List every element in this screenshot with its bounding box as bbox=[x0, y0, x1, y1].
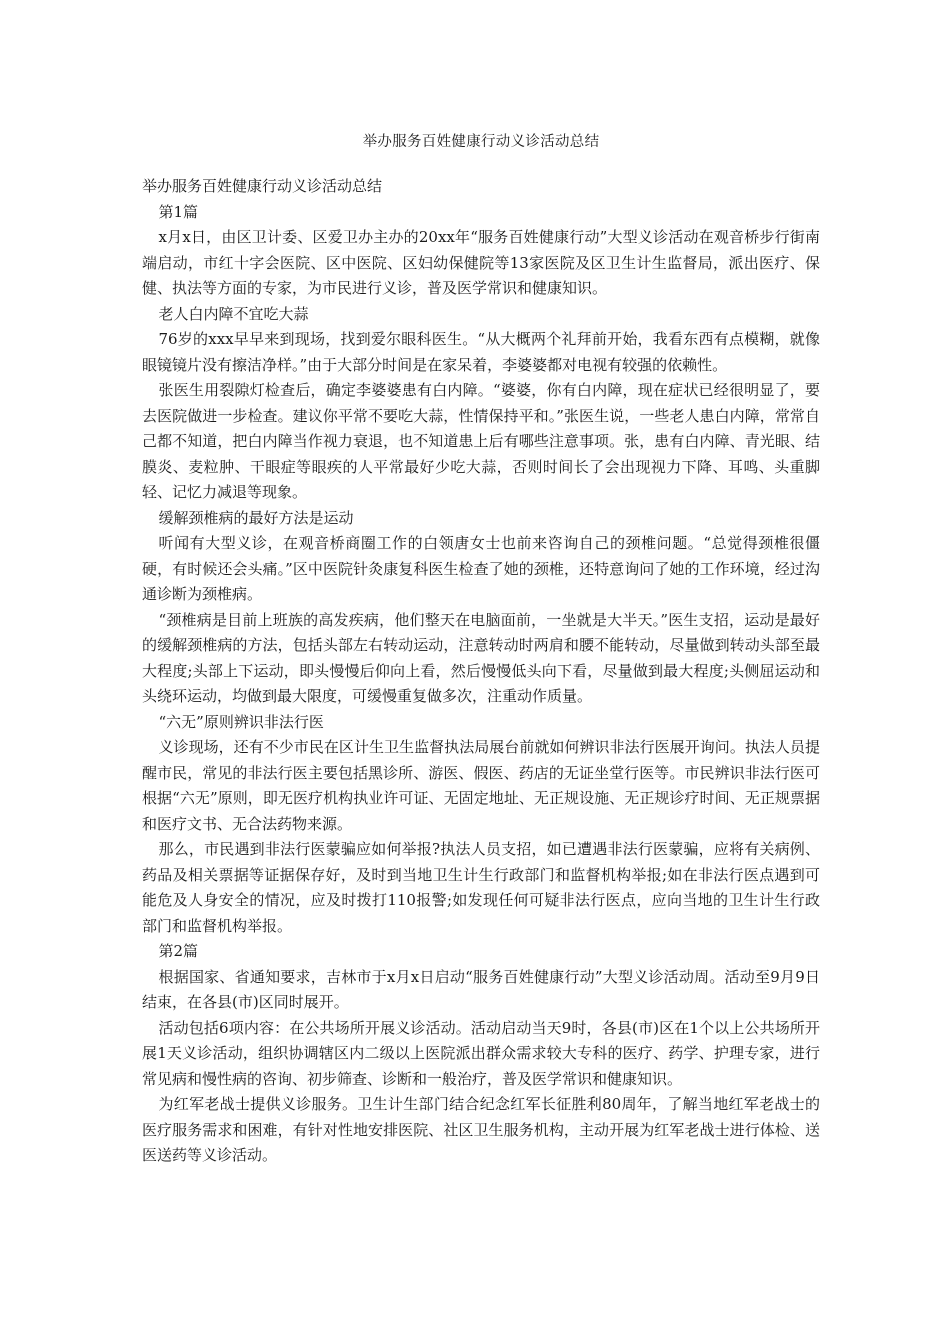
paragraph: 根据国家、省通知要求，吉林市于x月x日启动“服务百姓健康行动”大型义诊活动周。活动至9月9日结束，在各县(市)区同时展开。 bbox=[142, 967, 820, 1011]
paragraph: 活动包括6项内容：在公共场所开展义诊活动。活动启动当天9时，各县(市)区在1个以上公共场所开展1天义诊活动，组织协调辖区内二级以上医院派出群众需求较大专科的医疗、药学、护理专家，进行常见病和慢性病的咨询、初步筛查、诊断和一般治疗，普及医学常识和健康知识。 bbox=[142, 1018, 820, 1088]
paragraph: x月x日，由区卫计委、区爱卫办主办的20xx年“服务百姓健康行动”大型义诊活动在观音桥步行街南端启动，市红十字会医院、区中医院、区妇幼保健院等13家医院及区卫生计生监督局，派出医疗、保健、执法等方面的专家，为市民进行义诊，普及医学常识和健康知识。 bbox=[142, 228, 820, 297]
paragraph: 为红军老战士提供义诊服务。卫生计生部门结合纪念红军长征胜利80周年，了解当地红军老战士的医疗服务需求和困难，有针对性地安排医院、社区卫生服务机构，主动开展为红军老战士进行体检、送医送药等义诊活动。 bbox=[142, 1095, 820, 1164]
paragraph: 那么，市民遇到非法行医蒙骗应如何举报?执法人员支招，如已遭遇非法行医蒙骗，应将有关病例、药品及相关票据等证据保存好，及时到当地卫生计生行政部门和监督机构举报;如在非法行医点遇到可能危及人身安全的情况，应及时拨打110报警;如发现任何可疑非法行医点，应向当地的卫生计生行政部门和监督机构举报。 bbox=[142, 840, 820, 935]
document-body bbox=[142, 174, 820, 1169]
section-heading: 老人白内障不宜吃大蒜 bbox=[158, 304, 309, 323]
section-heading: “六无”原则辨识非法行医 bbox=[158, 712, 324, 731]
paragraph: 张医生用裂隙灯检查后，确定李婆婆患有白内障。“婆婆，你有白内障，现在症状已经很明显了，要去医院做进一步检查。建议你平常不要吃大蒜，性情保持平和。”张医生说，一些老人患白内障，常常自己都不知道，把白内障当作视力衰退，也不知道患上后有哪些注意事项。张，患有白内障、青光眼、结膜炎、麦粒肿、干眼症等眼疾的人平常最好少吃大蒜，否则时间长了会出现视力下降、耳鸣、头重脚轻、记忆力减退等现象。 bbox=[142, 381, 820, 501]
paragraph: 听闻有大型义诊，在观音桥商圈工作的白领唐女士也前来咨询自己的颈椎问题。“总觉得颈椎很僵硬，有时候还会头痛。”区中医院针灸康复科医生检查了她的颈椎，还特意询问了她的工作环境，经过沟通诊断为颈椎病。 bbox=[142, 534, 820, 603]
section-heading: 第1篇 bbox=[158, 202, 199, 221]
section-heading: 缓解颈椎病的最好方法是运动 bbox=[158, 508, 354, 527]
section-heading: 第2篇 bbox=[158, 942, 199, 960]
paragraph: 义诊现场，还有不少市民在区计生卫生监督执法局展台前就如何辨识非法行医展开询问。执法人员提醒市民，常见的非法行医主要包括黑诊所、游医、假医、药店的无证坐堂行医等。市民辨识非法行医可根据“六无”原则，即无医疗机构执业许可证、无固定地址、无正规设施、无正规诊疗时间、无正规票据和医疗文书、无合法药物来源。 bbox=[142, 738, 820, 833]
body-heading: 举办服务百姓健康行动义诊活动总结 bbox=[142, 177, 383, 195]
paragraph: 76岁的xxx早早来到现场，找到爱尔眼科医生。“从大概两个礼拜前开始，我看东西有点模糊，就像眼镜镜片没有擦洁净样。”由于大部分时间是在家呆着，李婆婆都对电视有较强的依赖性。 bbox=[142, 330, 820, 374]
paragraph: “颈椎病是目前上班族的高发疾病，他们整天在电脑面前，一坐就是大半天。”医生支招，运动是最好的缓解颈椎病的方法，包括头部左右转动运动，注意转动时两肩和腰不能转动，尽量做到转动头部至最大程度;头部上下运动，即头慢慢后仰向上看，然后慢慢低头向下看，尽量做到最大程度;头侧屈运动和头绕环运动，均做到最大限度，可缓慢重复做多次，注重动作质量。 bbox=[142, 610, 820, 705]
document-title: 举办服务百姓健康行动义诊活动总结 bbox=[362, 134, 600, 150]
